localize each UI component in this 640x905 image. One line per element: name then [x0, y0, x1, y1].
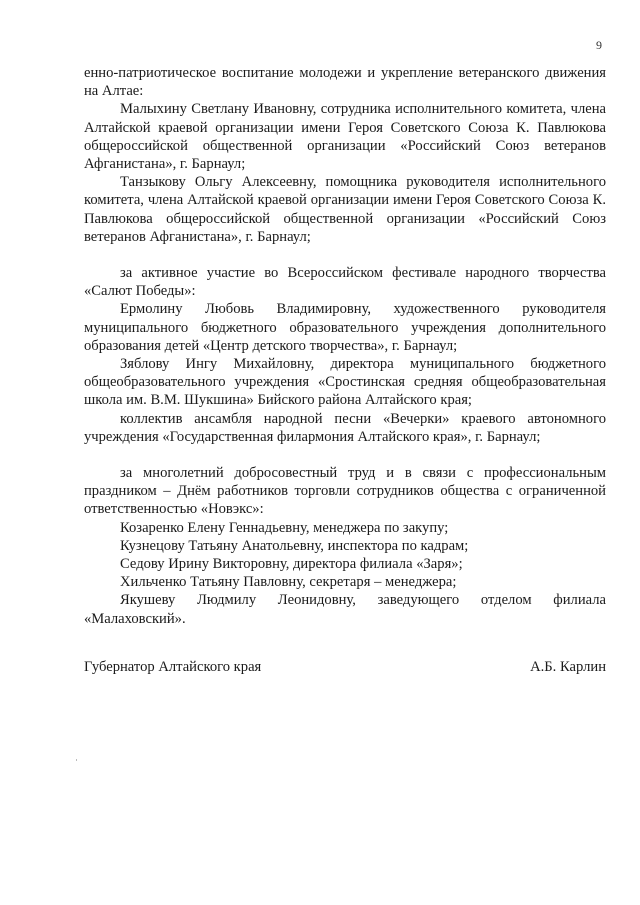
paragraph: за активное участие во Всероссийском фестивале народного творчества «Салют Победы»:	[84, 265, 606, 300]
page-number: 9	[596, 38, 602, 52]
paragraph: Ермолину Любовь Владимировну, художественного руководителя муниципального бюджетного образовательного учреждения дополнительного образования детей «Центр детского творчества», г. Барнаул;	[84, 301, 606, 354]
paragraph: енно-патриотическое воспитание молодежи и укрепление ветеранского движения на Алтае:	[84, 65, 606, 100]
signatory-name: А.Б. Карлин	[530, 659, 606, 675]
paragraph: Седову Ирину Викторовну, директора филиала «Заря»;	[120, 556, 463, 573]
paragraph: за многолетний добросовестный труд и в связи с профессиональным праздником – Днём работников торговли сотрудников общества с ограниченной ответственностью «Новэкс»:	[84, 465, 606, 518]
signatory-position: Губернатор Алтайского края	[84, 659, 262, 675]
paragraph: Козаренко Елену Геннадьевну, менеджера по закупу;	[120, 519, 449, 536]
paragraph: Танзыкову Ольгу Алексеевну, помощника руководителя исполнительного комитета, члена Алтайской краевой организации имени Героя Советского Союза К. Павлюкова общероссийской общественной организации «Российский Союз ветеранов Афганистана», г. Барнаул;	[84, 174, 606, 245]
paragraph: Хильченко Татьяну Павловну, секретаря – менеджера;	[120, 574, 457, 591]
paragraph: Зяблову Ингу Михайловну, директора муниципального бюджетного общеобразовательного учреждения «Сростинская средняя общеобразовательная школа им. В.М. Шукшина» Бийского района Алтайского края;	[84, 356, 606, 409]
paragraph: Малыхину Светлану Ивановну, сотрудника исполнительного комитета, члена Алтайской краевой организации имени Героя Советского Союза К. Павлюкова общероссийской общественной организации «Российский Союз ветеранов Афганистана», г. Барнаул;	[84, 101, 606, 173]
paragraph: Якушеву Людмилу Леонидовну, заведующего отделом филиала «Малаховский».	[84, 592, 606, 627]
scan-speck	[76, 759, 77, 761]
signature-block	[84, 658, 606, 676]
document-body	[84, 64, 606, 628]
paragraph: Кузнецову Татьяну Анатольевну, инспектора по кадрам;	[120, 537, 469, 554]
paragraph: коллектив ансамбля народной песни «Вечерки» краевого автономного учреждения «Государственная филармония Алтайского края», г. Барнаул;	[84, 410, 606, 445]
